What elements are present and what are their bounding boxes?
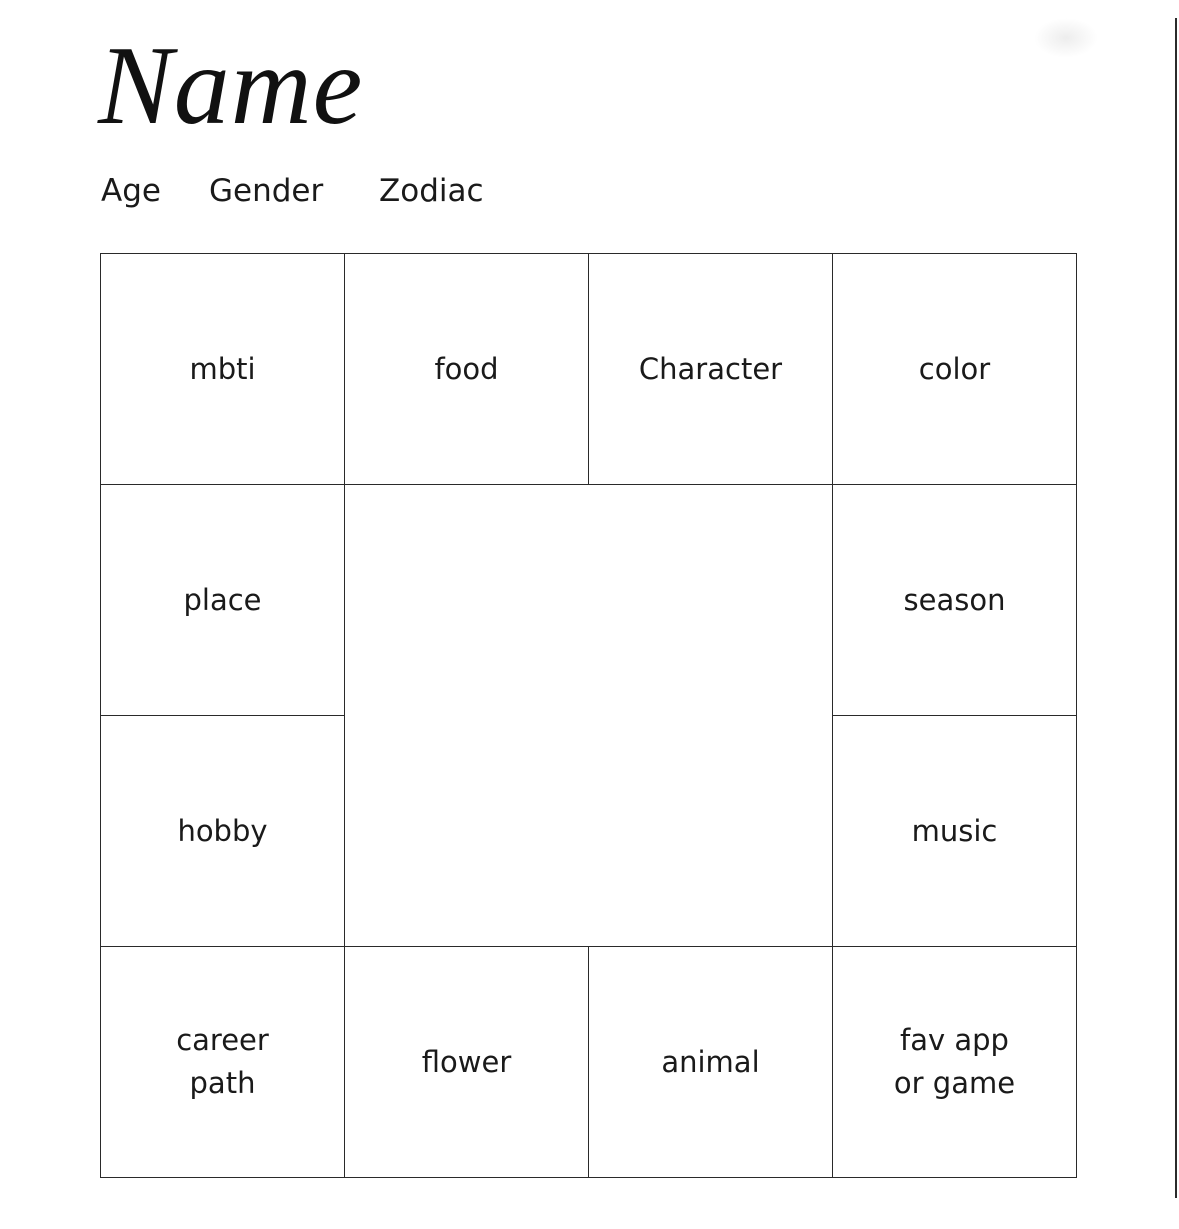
- profile-grid: [100, 253, 1077, 1178]
- page-title: Name: [98, 24, 364, 148]
- gender-label: Gender: [209, 173, 324, 209]
- grid-cell-label: fav app or game: [893, 1023, 1016, 1100]
- grid-cell-label: career path: [176, 1023, 269, 1100]
- corner-smudge: [1034, 18, 1098, 58]
- grid-cell-color: [832, 253, 1077, 485]
- grid-cell-label: food: [434, 351, 499, 386]
- grid-center-space: [344, 484, 833, 947]
- grid-cell-label: flower: [421, 1044, 512, 1079]
- grid-cell-hobby: [100, 715, 345, 947]
- zodiac-label: Zodiac: [379, 173, 484, 209]
- grid-cell-season: [832, 484, 1077, 716]
- grid-cell-label: music: [911, 813, 998, 848]
- grid-cell-career-path: [100, 946, 345, 1178]
- grid-cell-animal: [588, 946, 833, 1178]
- grid-cell-place: [100, 484, 345, 716]
- grid-cell-label: hobby: [177, 813, 268, 848]
- grid-cell-mbti: [100, 253, 345, 485]
- age-label: Age: [101, 173, 161, 209]
- grid-cell-flower: [344, 946, 589, 1178]
- grid-cell-music: [832, 715, 1077, 947]
- grid-cell-label: animal: [661, 1044, 760, 1079]
- page-edge-line: [1175, 18, 1177, 1198]
- grid-cell-label: color: [918, 351, 991, 386]
- grid-cell-character: [588, 253, 833, 485]
- grid-cell-food: [344, 253, 589, 485]
- grid-cell-fav-app: [832, 946, 1077, 1178]
- grid-cell-label: season: [903, 582, 1006, 617]
- grid-cell-label: Character: [638, 351, 783, 386]
- grid-cell-label: place: [183, 582, 262, 617]
- grid-cell-label: mbti: [189, 351, 256, 386]
